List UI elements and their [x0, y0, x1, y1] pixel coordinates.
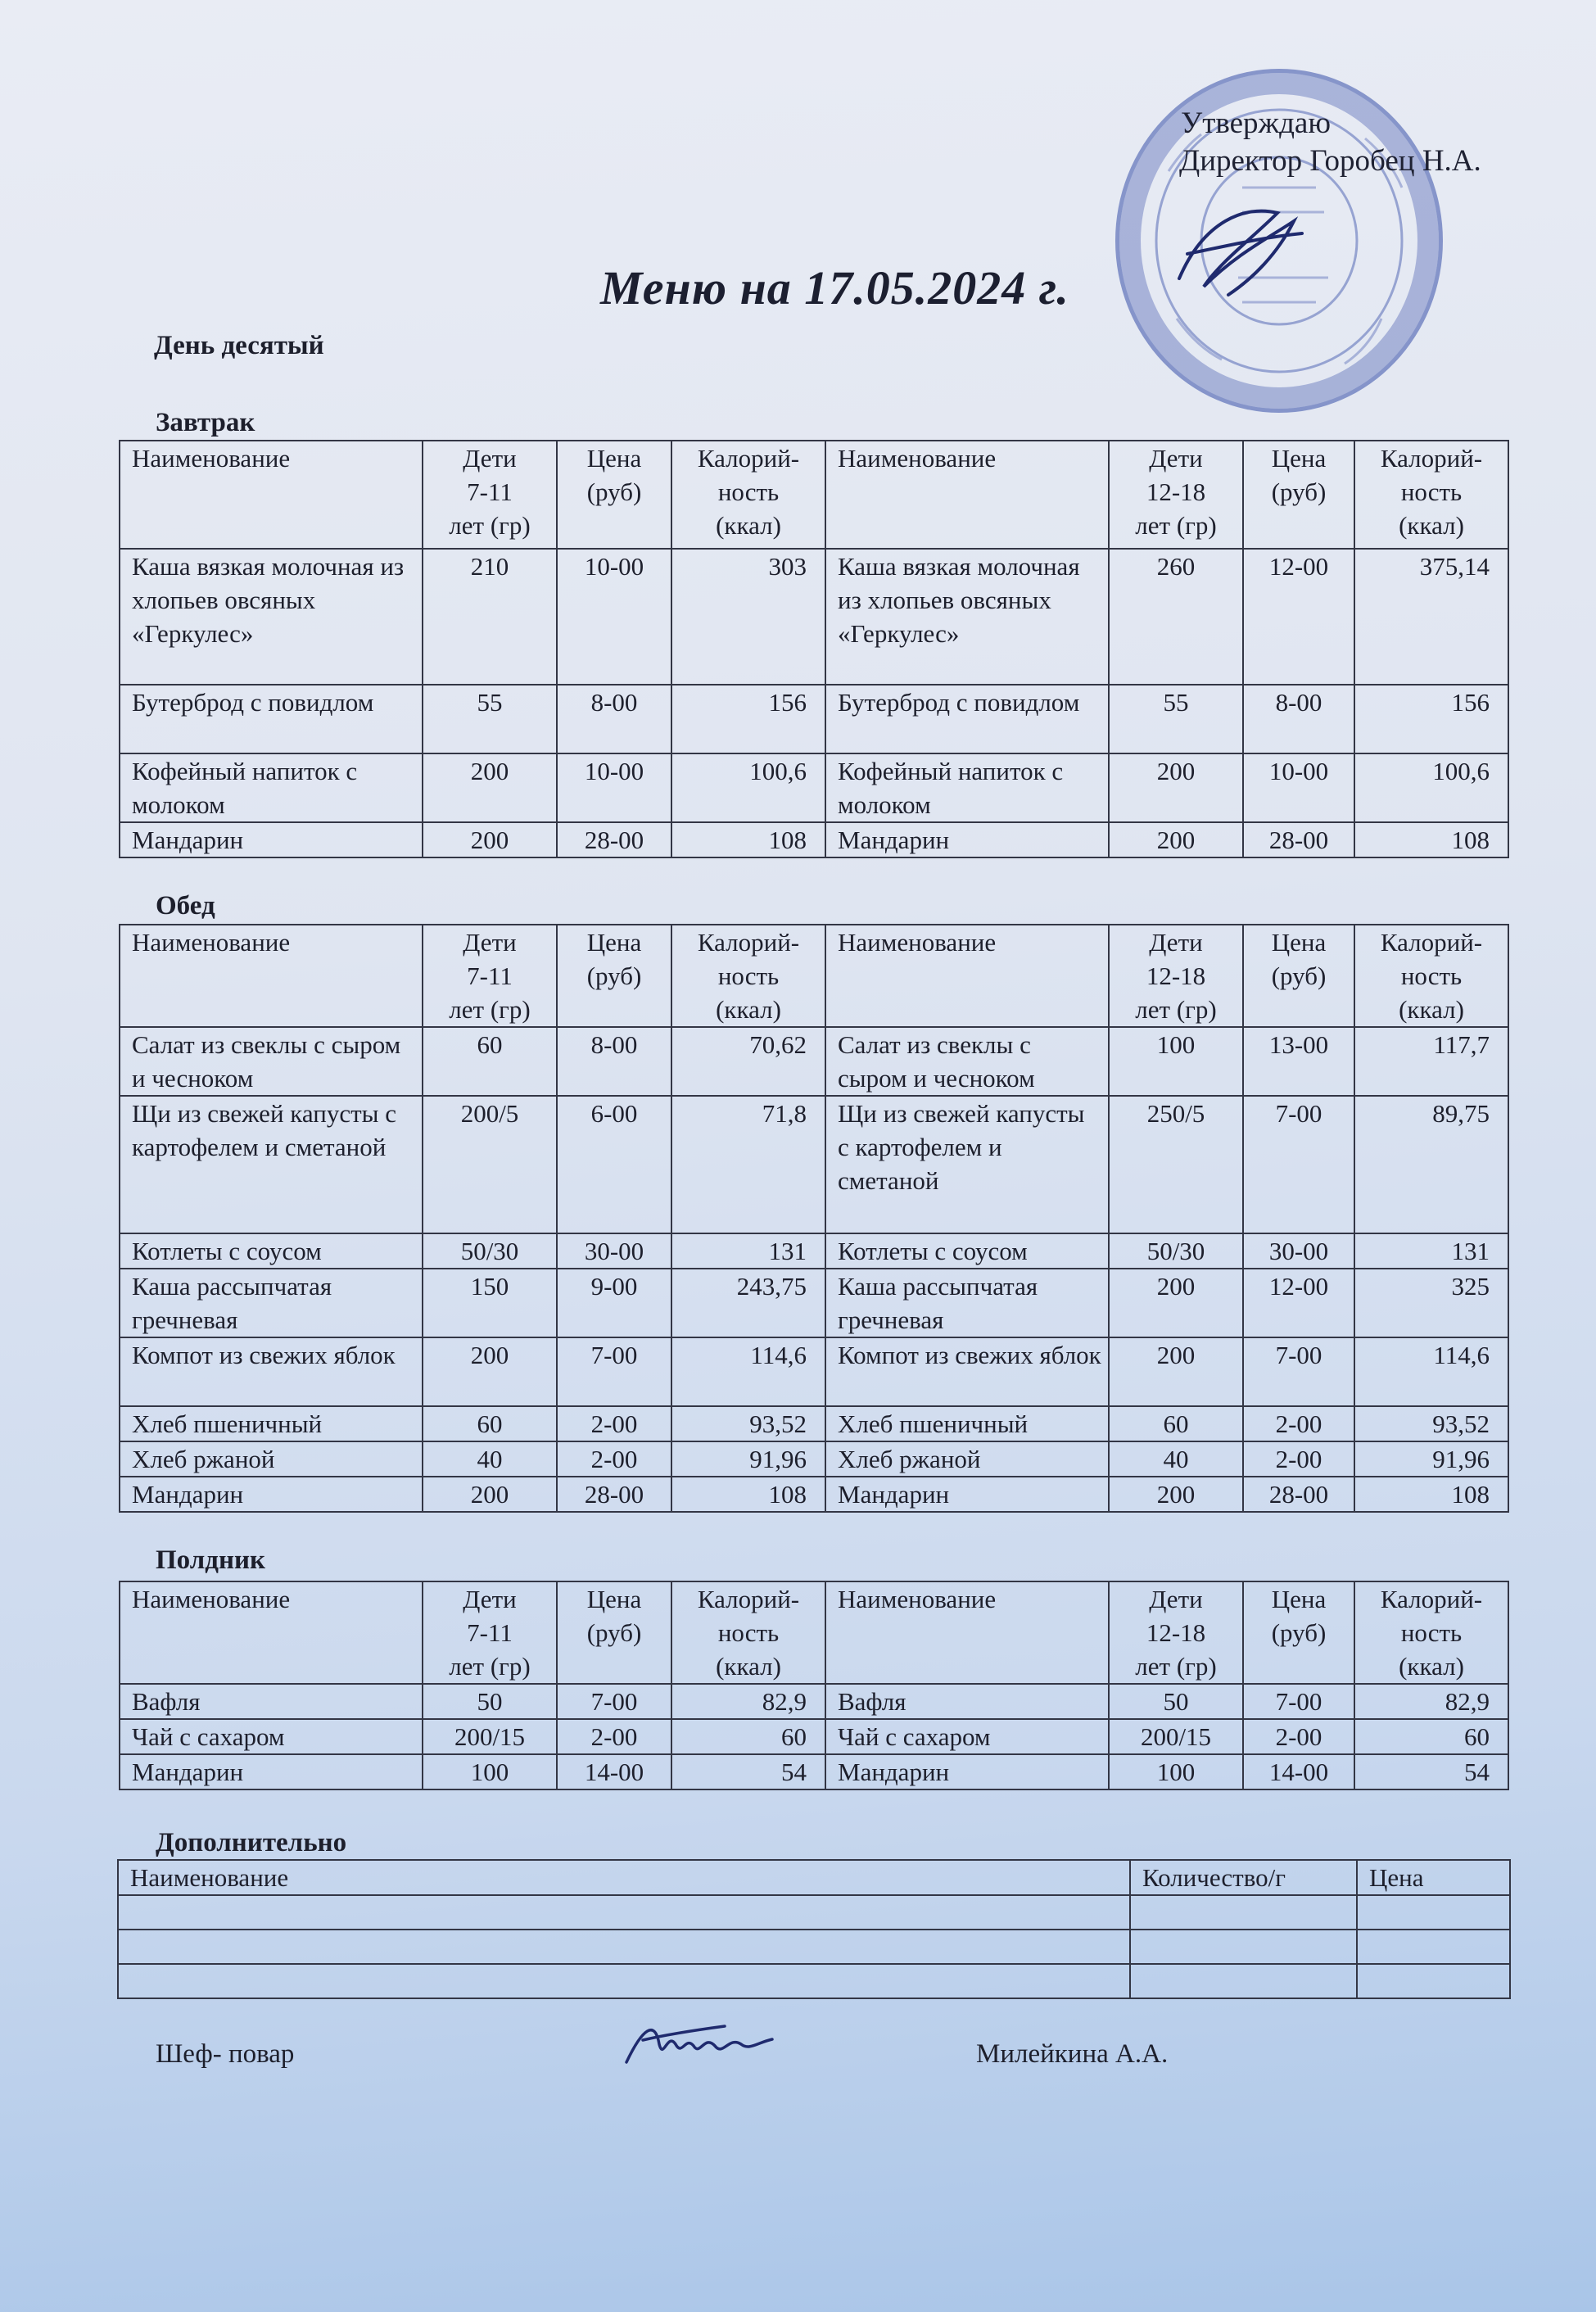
dish-name-7-11: Вафля [120, 1684, 423, 1719]
page-title: Меню на 17.05.2024 г. [600, 261, 1069, 314]
portion-12-18: 260 [1109, 549, 1243, 685]
col-price-line: Цена [1271, 928, 1327, 957]
portion-12-18: 50 [1109, 1684, 1243, 1719]
section-snack-title: Полдник [156, 1545, 265, 1575]
dish-name-12-18: Бутерброд с повидлом [825, 685, 1109, 753]
col-name: Наименование [120, 1581, 423, 1684]
portion-7-11: 55 [423, 685, 557, 753]
col-price-line: (руб) [586, 477, 642, 506]
price-12-18: 7-00 [1243, 1337, 1354, 1406]
table-row [120, 1406, 1508, 1441]
price-7-11: 8-00 [557, 1027, 671, 1096]
price-12-18: 7-00 [1243, 1096, 1354, 1233]
col-kids-7-11-line: Дети [463, 928, 517, 957]
calories-12-18: 91,96 [1354, 1441, 1508, 1477]
price-12-18: 12-00 [1243, 1269, 1354, 1337]
extra-col-price: Цена [1357, 1860, 1510, 1895]
portion-7-11: 100 [423, 1754, 557, 1789]
dish-name-12-18: Хлеб ржаной [825, 1441, 1109, 1477]
col-calories [1354, 925, 1508, 1027]
portion-7-11: 60 [423, 1406, 557, 1441]
dish-name-12-18: Мандарин [825, 1754, 1109, 1789]
col-kids-7-11-line: лет (гр) [449, 511, 531, 540]
price-7-11: 6-00 [557, 1096, 671, 1233]
col-calories-line: (ккал) [1399, 995, 1464, 1024]
price-12-18: 7-00 [1243, 1684, 1354, 1719]
dish-name-12-18: Хлеб пшеничный [825, 1406, 1109, 1441]
col-kids-12-18-line: Дети [1149, 1585, 1203, 1613]
col-kids-7-11-line: 7-11 [467, 1618, 513, 1647]
extra-table [117, 1859, 1511, 1999]
col-calories-line: Калорий- [697, 444, 800, 473]
portion-12-18: 55 [1109, 685, 1243, 753]
dish-name-7-11: Компот из свежих яблок [120, 1337, 423, 1406]
extra-col-qty: Количество/г [1130, 1860, 1357, 1895]
portion-12-18: 100 [1109, 1754, 1243, 1789]
calories-12-18: 82,9 [1354, 1684, 1508, 1719]
col-price [1243, 441, 1354, 549]
chef-name: Милейкина А.А. [976, 2039, 1169, 2069]
price-7-11: 10-00 [557, 549, 671, 685]
extra-empty-row [118, 1964, 1510, 1998]
portion-7-11: 50 [423, 1684, 557, 1719]
col-calories-line: (ккал) [1399, 1652, 1464, 1681]
col-kids-7-11-line: Дети [463, 444, 517, 473]
col-price [557, 925, 671, 1027]
col-kids-7-11 [423, 1581, 557, 1684]
calories-12-18: 114,6 [1354, 1337, 1508, 1406]
portion-12-18: 40 [1109, 1441, 1243, 1477]
price-7-11: 7-00 [557, 1684, 671, 1719]
col-kids-12-18 [1109, 1581, 1243, 1684]
dish-name-7-11: Мандарин [120, 1754, 423, 1789]
col-calories [671, 1581, 825, 1684]
col-name: Наименование [825, 925, 1109, 1027]
dish-name-7-11: Хлеб ржаной [120, 1441, 423, 1477]
dish-name-12-18: Чай с сахаром [825, 1719, 1109, 1754]
portion-7-11: 200 [423, 822, 557, 857]
calories-7-11: 303 [671, 549, 825, 685]
portion-12-18: 60 [1109, 1406, 1243, 1441]
table-row [120, 1027, 1508, 1096]
table-row [120, 685, 1508, 753]
col-calories-line: ность [1400, 961, 1463, 990]
portion-7-11: 40 [423, 1441, 557, 1477]
col-calories-line: Калорий- [1380, 1585, 1483, 1613]
dish-name-12-18: Котлеты с соусом [825, 1233, 1109, 1269]
col-price-line: Цена [586, 928, 642, 957]
col-calories-line: ность [717, 961, 780, 990]
col-calories [671, 441, 825, 549]
table-row [120, 1754, 1508, 1789]
section-extra-title: Дополнительно [156, 1828, 347, 1857]
extra-header-row [118, 1860, 1510, 1895]
portion-12-18: 50/30 [1109, 1233, 1243, 1269]
dish-name-7-11: Хлеб пшеничный [120, 1406, 423, 1441]
table-row [120, 753, 1508, 822]
portion-7-11: 200/15 [423, 1719, 557, 1754]
chef-signature [618, 2011, 782, 2077]
portion-7-11: 210 [423, 549, 557, 685]
col-kids-7-11-line: лет (гр) [449, 1652, 531, 1681]
calories-7-11: 243,75 [671, 1269, 825, 1337]
portion-7-11: 200/5 [423, 1096, 557, 1233]
portion-12-18: 200 [1109, 753, 1243, 822]
approval-block [1179, 105, 1481, 180]
table-row [120, 822, 1508, 857]
calories-12-18: 375,14 [1354, 549, 1508, 685]
price-12-18: 8-00 [1243, 685, 1354, 753]
approval-line-2: Директор Горобец Н.А. [1179, 144, 1481, 178]
price-12-18: 10-00 [1243, 753, 1354, 822]
col-calories-line: Калорий- [697, 928, 800, 957]
col-kids-12-18-line: 12-18 [1146, 961, 1206, 990]
col-name: Наименование [825, 1581, 1109, 1684]
table-row [120, 1477, 1508, 1512]
col-price-line: Цена [1271, 444, 1327, 473]
price-12-18: 28-00 [1243, 822, 1354, 857]
calories-12-18: 117,7 [1354, 1027, 1508, 1096]
portion-7-11: 200 [423, 1337, 557, 1406]
table-row [120, 1337, 1508, 1406]
col-kids-7-11 [423, 925, 557, 1027]
col-calories-line: Калорий- [697, 1585, 800, 1613]
col-kids-7-11-line: 7-11 [467, 961, 513, 990]
portion-12-18: 250/5 [1109, 1096, 1243, 1233]
approval-line-1: Утверждаю [1181, 106, 1331, 140]
col-price [1243, 925, 1354, 1027]
table-header-row [120, 1581, 1508, 1684]
col-kids-12-18 [1109, 925, 1243, 1027]
portion-12-18: 200 [1109, 1269, 1243, 1337]
dish-name-7-11: Мандарин [120, 1477, 423, 1512]
calories-7-11: 70,62 [671, 1027, 825, 1096]
calories-7-11: 60 [671, 1719, 825, 1754]
col-kids-12-18-line: 12-18 [1146, 477, 1206, 506]
price-12-18: 2-00 [1243, 1406, 1354, 1441]
price-12-18: 13-00 [1243, 1027, 1354, 1096]
table-row [120, 1269, 1508, 1337]
col-kids-7-11-line: Дети [463, 1585, 517, 1613]
extra-col-name: Наименование [118, 1860, 1130, 1895]
table-row [120, 1719, 1508, 1754]
portion-12-18: 100 [1109, 1027, 1243, 1096]
price-7-11: 28-00 [557, 822, 671, 857]
col-calories [1354, 1581, 1508, 1684]
portion-7-11: 50/30 [423, 1233, 557, 1269]
day-label: День десятый [154, 331, 324, 360]
col-kids-12-18-line: лет (гр) [1135, 511, 1217, 540]
table-row [120, 549, 1508, 685]
dish-name-12-18: Мандарин [825, 822, 1109, 857]
calories-7-11: 114,6 [671, 1337, 825, 1406]
chef-role: Шеф- повар [156, 2039, 295, 2069]
calories-7-11: 108 [671, 822, 825, 857]
portion-7-11: 200 [423, 1477, 557, 1512]
col-kids-12-18 [1109, 441, 1243, 549]
calories-7-11: 54 [671, 1754, 825, 1789]
dish-name-7-11: Каша вязкая молочная из хлопьев овсяных «Геркулес» [120, 549, 423, 685]
calories-7-11: 71,8 [671, 1096, 825, 1233]
col-price-line: (руб) [1271, 1618, 1327, 1647]
col-kids-12-18-line: лет (гр) [1135, 1652, 1217, 1681]
calories-12-18: 325 [1354, 1269, 1508, 1337]
table-row [120, 1684, 1508, 1719]
dish-name-7-11: Мандарин [120, 822, 423, 857]
calories-12-18: 108 [1354, 822, 1508, 857]
dish-name-7-11: Котлеты с соусом [120, 1233, 423, 1269]
col-calories [1354, 441, 1508, 549]
col-price-line: Цена [586, 444, 642, 473]
table-row [120, 1233, 1508, 1269]
col-calories-line: ность [1400, 1618, 1463, 1647]
col-name: Наименование [120, 441, 423, 549]
dish-name-12-18: Компот из свежих яблок [825, 1337, 1109, 1406]
dish-name-7-11: Салат из свеклы с сыром и чесноком [120, 1027, 423, 1096]
col-price-line: (руб) [1271, 477, 1327, 506]
calories-12-18: 60 [1354, 1719, 1508, 1754]
section-breakfast-title: Завтрак [156, 408, 255, 437]
calories-7-11: 91,96 [671, 1441, 825, 1477]
price-7-11: 14-00 [557, 1754, 671, 1789]
price-7-11: 30-00 [557, 1233, 671, 1269]
price-12-18: 14-00 [1243, 1754, 1354, 1789]
calories-7-11: 108 [671, 1477, 825, 1512]
price-7-11: 28-00 [557, 1477, 671, 1512]
col-calories-line: Калорий- [1380, 928, 1483, 957]
calories-12-18: 89,75 [1354, 1096, 1508, 1233]
col-calories-line: ность [717, 477, 780, 506]
dish-name-7-11: Бутерброд с повидлом [120, 685, 423, 753]
price-7-11: 2-00 [557, 1719, 671, 1754]
dish-name-12-18: Каша рассыпчатая гречневая [825, 1269, 1109, 1337]
price-7-11: 2-00 [557, 1441, 671, 1477]
portion-7-11: 60 [423, 1027, 557, 1096]
col-calories-line: (ккал) [716, 1652, 781, 1681]
col-kids-7-11 [423, 441, 557, 549]
price-12-18: 30-00 [1243, 1233, 1354, 1269]
col-kids-7-11-line: лет (гр) [449, 995, 531, 1024]
price-7-11: 9-00 [557, 1269, 671, 1337]
calories-7-11: 82,9 [671, 1684, 825, 1719]
price-12-18: 28-00 [1243, 1477, 1354, 1512]
col-calories-line: ность [1400, 477, 1463, 506]
portion-7-11: 200 [423, 753, 557, 822]
price-7-11: 7-00 [557, 1337, 671, 1406]
col-name: Наименование [825, 441, 1109, 549]
calories-7-11: 156 [671, 685, 825, 753]
col-calories-line: ность [717, 1618, 780, 1647]
table-row [120, 1441, 1508, 1477]
calories-7-11: 93,52 [671, 1406, 825, 1441]
price-12-18: 2-00 [1243, 1719, 1354, 1754]
col-price [1243, 1581, 1354, 1684]
calories-12-18: 93,52 [1354, 1406, 1508, 1441]
col-price [557, 441, 671, 549]
dish-name-12-18: Вафля [825, 1684, 1109, 1719]
snack-table [119, 1581, 1509, 1790]
portion-12-18: 200 [1109, 1477, 1243, 1512]
calories-7-11: 131 [671, 1233, 825, 1269]
col-calories-line: (ккал) [716, 995, 781, 1024]
col-price-line: (руб) [586, 1618, 642, 1647]
price-12-18: 12-00 [1243, 549, 1354, 685]
price-7-11: 8-00 [557, 685, 671, 753]
dish-name-12-18: Щи из свежей капусты с картофелем и сметаной [825, 1096, 1109, 1233]
section-lunch-title: Обед [156, 891, 215, 921]
calories-12-18: 156 [1354, 685, 1508, 753]
extra-empty-row [118, 1930, 1510, 1964]
col-calories [671, 925, 825, 1027]
col-kids-12-18-line: Дети [1149, 444, 1203, 473]
price-7-11: 2-00 [557, 1406, 671, 1441]
dish-name-7-11: Чай с сахаром [120, 1719, 423, 1754]
dish-name-12-18: Каша вязкая молочная из хлопьев овсяных «Геркулес» [825, 549, 1109, 685]
portion-7-11: 150 [423, 1269, 557, 1337]
col-price [557, 1581, 671, 1684]
col-price-line: Цена [586, 1585, 642, 1613]
portion-12-18: 200 [1109, 1337, 1243, 1406]
col-calories-line: (ккал) [716, 511, 781, 540]
dish-name-7-11: Кофейный напиток с молоком [120, 753, 423, 822]
col-price-line: Цена [1271, 1585, 1327, 1613]
col-price-line: (руб) [1271, 961, 1327, 990]
col-kids-12-18-line: 12-18 [1146, 1618, 1206, 1647]
calories-7-11: 100,6 [671, 753, 825, 822]
calories-12-18: 108 [1354, 1477, 1508, 1512]
table-header-row [120, 441, 1508, 549]
col-name: Наименование [120, 925, 423, 1027]
dish-name-7-11: Каша рассыпчатая гречневая [120, 1269, 423, 1337]
table-header-row [120, 925, 1508, 1027]
calories-12-18: 100,6 [1354, 753, 1508, 822]
dish-name-12-18: Кофейный напиток с молоком [825, 753, 1109, 822]
extra-empty-row [118, 1895, 1510, 1930]
col-kids-12-18-line: лет (гр) [1135, 995, 1217, 1024]
col-calories-line: (ккал) [1399, 511, 1464, 540]
price-7-11: 10-00 [557, 753, 671, 822]
dish-name-12-18: Мандарин [825, 1477, 1109, 1512]
calories-12-18: 131 [1354, 1233, 1508, 1269]
calories-12-18: 54 [1354, 1754, 1508, 1789]
portion-12-18: 200 [1109, 822, 1243, 857]
col-kids-7-11-line: 7-11 [467, 477, 513, 506]
col-calories-line: Калорий- [1380, 444, 1483, 473]
table-row [120, 1096, 1508, 1233]
lunch-table [119, 924, 1509, 1513]
dish-name-12-18: Салат из свеклы с сыром и чесноком [825, 1027, 1109, 1096]
col-price-line: (руб) [586, 961, 642, 990]
col-kids-12-18-line: Дети [1149, 928, 1203, 957]
dish-name-7-11: Щи из свежей капусты с картофелем и сметаной [120, 1096, 423, 1233]
breakfast-table [119, 440, 1509, 858]
price-12-18: 2-00 [1243, 1441, 1354, 1477]
portion-12-18: 200/15 [1109, 1719, 1243, 1754]
